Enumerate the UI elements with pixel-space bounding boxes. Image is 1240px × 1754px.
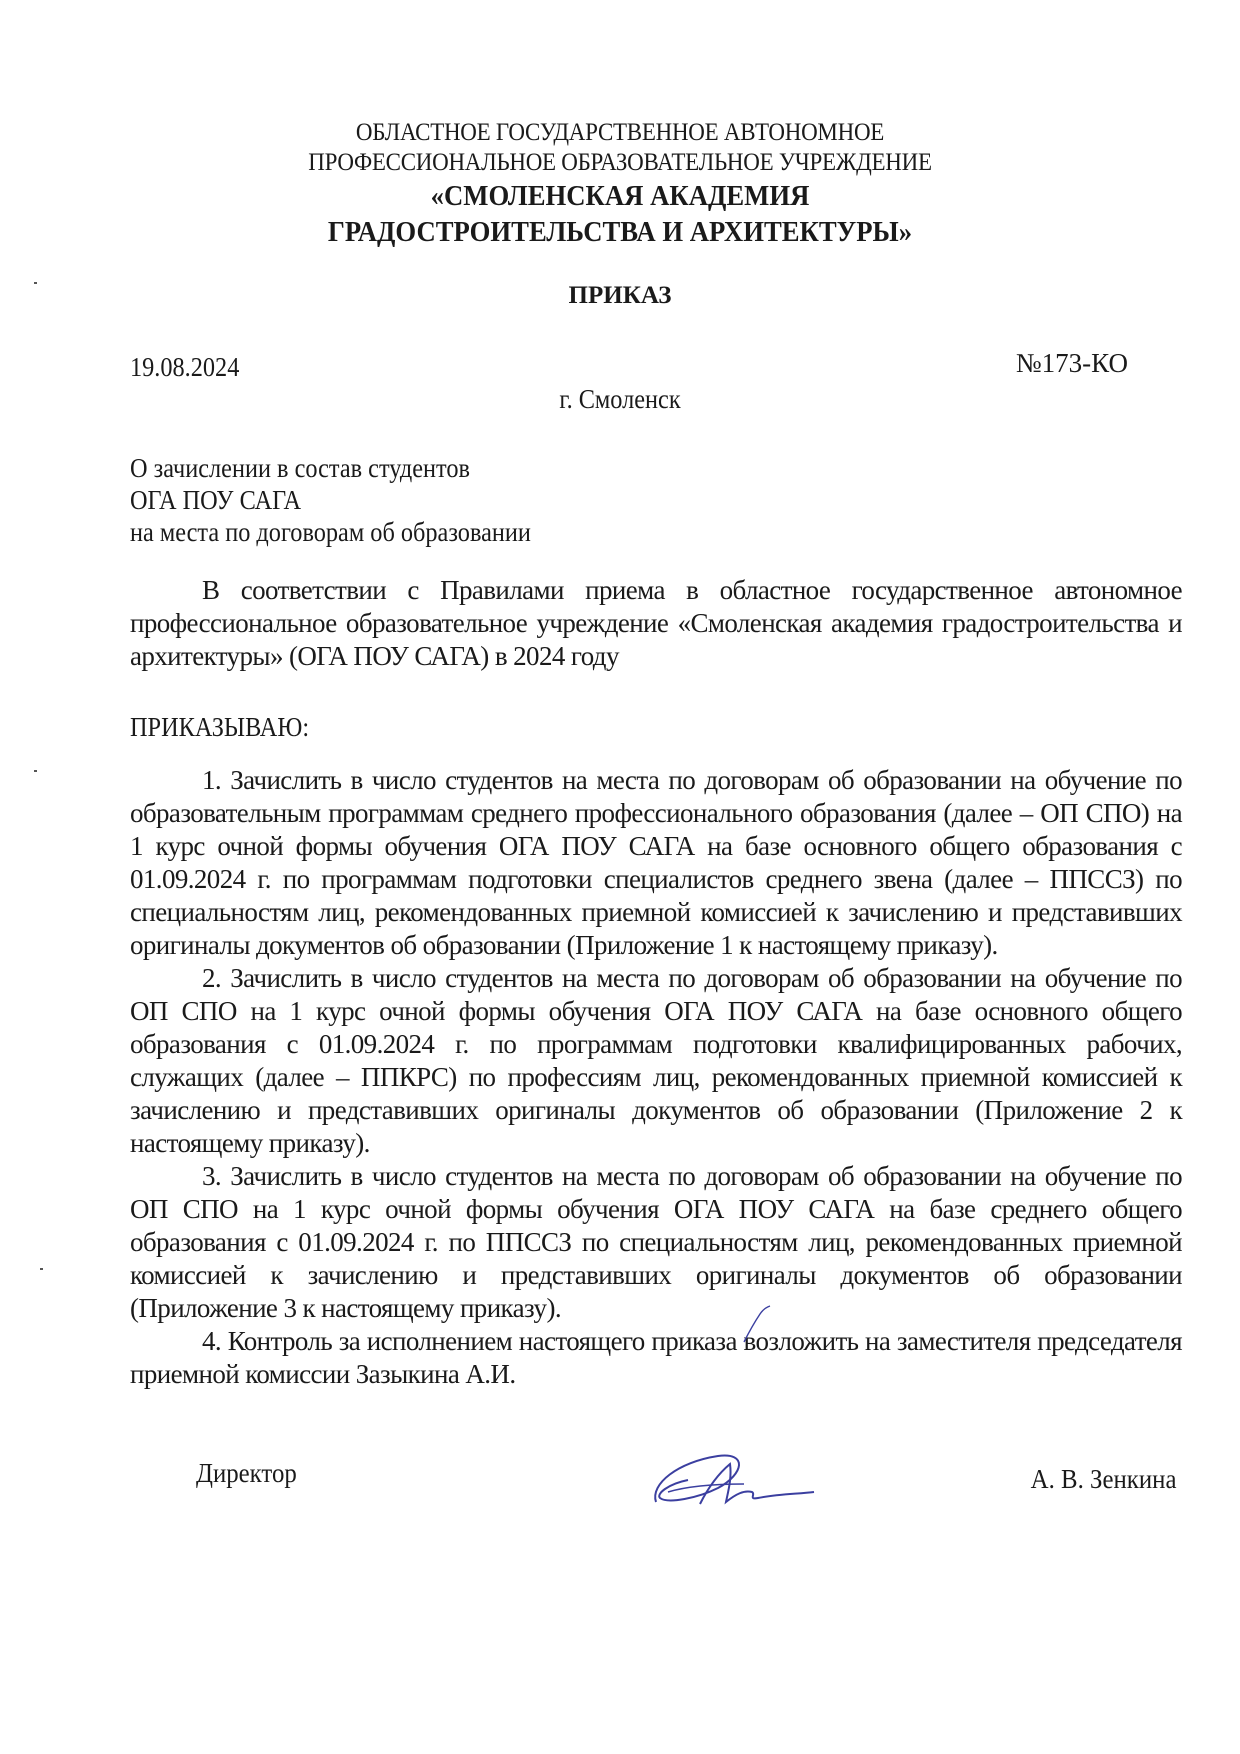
preamble-paragraph: В соответствии с Правилами приема в областное государственное автономное профессиональное образовательное учреждение «Смоленская академия градостроительства и архитектуры» (ОГА ПОУ САГА) в 2024 году [130, 575, 1182, 671]
order-item-1: 1. Зачислить в число студентов на места по договорам об образовании на обучение по образовательным программам среднего профессионального образования (далее – ОП СПО) на 1 курс очной формы обучения ОГА ПОУ САГА на базе основного общего образования с 01.09.2024 г. по программам подготовки специалистов среднего звена (далее – ППССЗ) по специальностям лиц, рекомендованных приемной комиссией к зачислению и представивших оригиналы документов об образовании (Приложение 1 к настоящему приказу). [130, 765, 1182, 960]
signature-block [0, 1456, 1240, 1536]
order-item-2: 2. Зачислить в число студентов на места по договорам об образовании на обучение по ОП СПО на 1 курс очной формы обучения ОГА ПОУ САГА на базе основного общего образования с 01.09.2024 г. по программам подготовки квалифицированных рабочих, служащих (далее – ППКРС) по профессиям лиц, рекомендованных приемной комиссией к зачислению и представивших оригиналы документов об образовании (Приложение 2 к настоящему приказу). [130, 963, 1182, 1158]
order-word: ПРИКАЗЫВАЮ: [130, 712, 310, 742]
scan-artifact [40, 1268, 43, 1270]
header-line-3: «СМОЛЕНСКАЯ АКАДЕМИЯ [430, 180, 810, 212]
document-number: №173-КО [1015, 348, 1128, 378]
document-city: г. Смоленск [559, 384, 681, 414]
subject-line-3: на места по договорам об образовании [130, 517, 531, 547]
header-line-4: ГРАДОСТРОИТЕЛЬСТВА И АРХИТЕКТУРЫ» [327, 216, 913, 248]
document-subject [130, 452, 531, 548]
handwritten-signature-icon [648, 1444, 818, 1516]
scan-artifact [34, 282, 37, 284]
pen-correction-mark [742, 1304, 772, 1344]
institution-header [0, 118, 1240, 250]
order-item-4: 4. Контроль за исполнением настоящего приказа возложить на заместителя председателя приемной комиссии Зазыкина А.И. [130, 1326, 1182, 1389]
subject-line-1: О зачислении в состав студентов [130, 453, 470, 483]
document-title: ПРИКАЗ [568, 282, 672, 309]
order-items [130, 764, 1182, 1391]
signatory-position: Директор [196, 1458, 297, 1488]
subject-line-2: ОГА ПОУ САГА [130, 485, 302, 515]
scan-artifact [34, 770, 37, 772]
header-line-1: ОБЛАСТНОЕ ГОСУДАРСТВЕННОЕ АВТОНОМНОЕ [355, 119, 885, 146]
signatory-name: А. В. Зенкина [1030, 1464, 1176, 1494]
document-date: 19.08.2024 [130, 352, 240, 382]
header-line-2: ПРОФЕССИОНАЛЬНОЕ ОБРАЗОВАТЕЛЬНОЕ УЧРЕЖДЕНИЕ [308, 149, 932, 176]
order-item-3: 3. Зачислить в число студентов на места по договорам об образовании на обучение по ОП СПО на 1 курс очной формы обучения ОГА ПОУ САГА на базе среднего общего образования с 01.09.2024 г. по ППССЗ по специальностям лиц, рекомендованных приемной комиссией к зачислению и представивших оригиналы документов об образовании (Приложение 3 к настоящему приказу). [130, 1161, 1182, 1323]
